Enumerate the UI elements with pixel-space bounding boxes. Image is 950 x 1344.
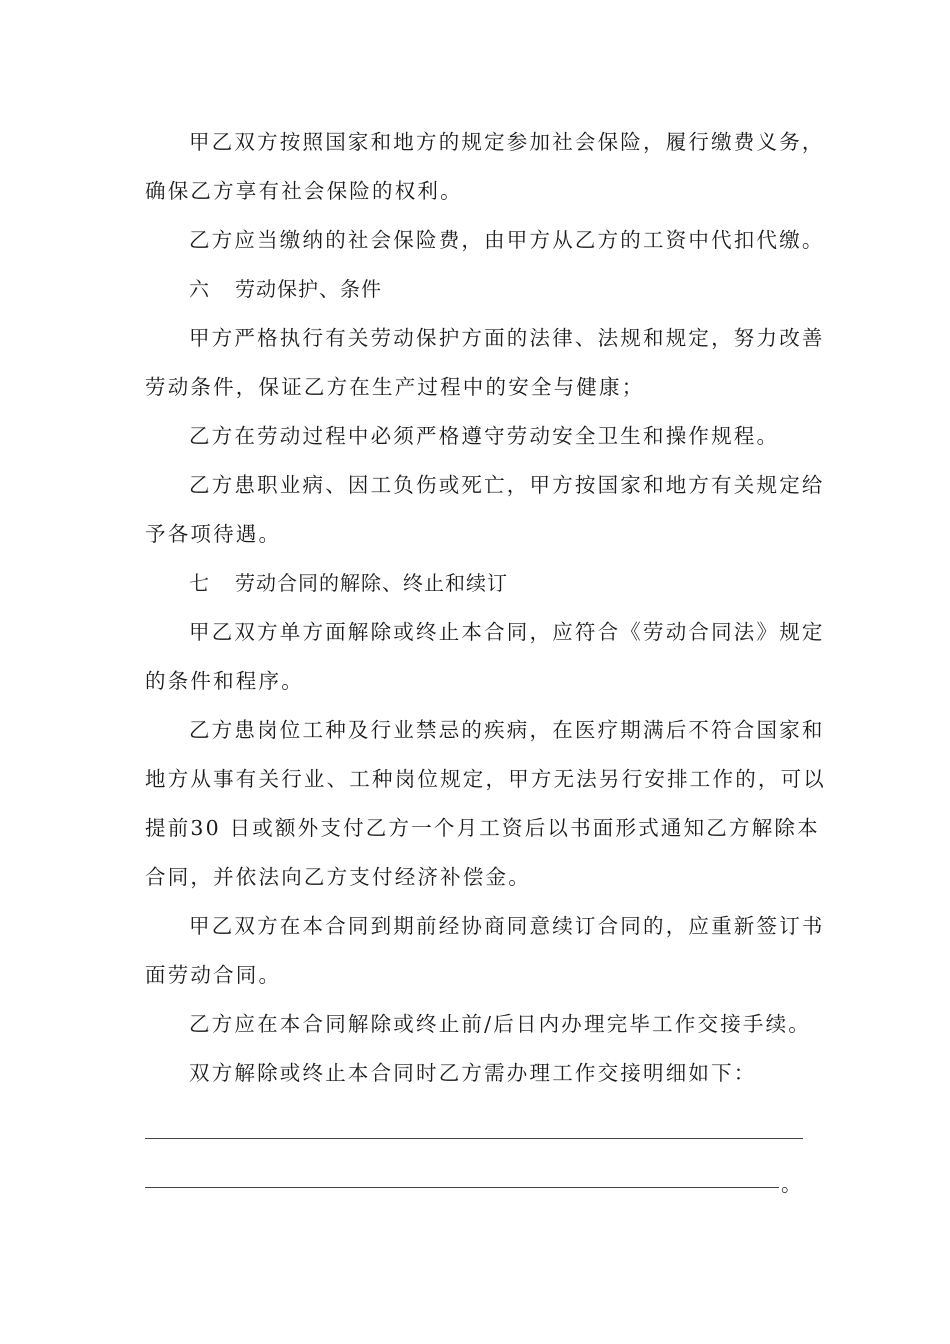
- paragraph-occupational-disease-termination: [145, 706, 826, 902]
- paragraph-handover-deadline: [145, 1000, 812, 1049]
- section-number: 六: [189, 277, 210, 301]
- text-line: 乙方应当缴纳的社会保险费，由甲方从乙方的工资中代扣代缴。: [189, 228, 825, 252]
- text-line: 提前30 日或额外支付乙方一个月工资后以书面形式通知乙方解除本: [145, 816, 820, 840]
- text-line: 乙方患职业病、因工负伤或死亡，甲方按国家和地方有关规定给: [189, 473, 825, 497]
- section-heading-6: [145, 265, 807, 314]
- fill-in-underline: [145, 1138, 803, 1139]
- end-period: 。: [781, 1172, 804, 1196]
- text-line: 甲乙双方按照国家和地方的规定参加社会保险，履行缴费义务，: [189, 130, 825, 154]
- text-line: 的条件和程序。: [145, 669, 304, 693]
- text-line: 确保乙方享有社会保险的权利。: [145, 179, 463, 203]
- paragraph-social-insurance: [145, 118, 825, 216]
- handover-blank-line-2: [145, 1147, 807, 1196]
- text-line: 甲乙双方单方面解除或终止本合同，应符合《劳动合同法》规定: [189, 620, 825, 644]
- text-line: 甲乙双方在本合同到期前经协商同意续订合同的，应重新签订书: [189, 914, 825, 938]
- section-title: 劳动保护、条件: [235, 277, 382, 301]
- document-body: [145, 118, 826, 1196]
- text-line: 乙方患岗位工种及行业禁忌的疾病，在医疗期满后不符合国家和: [189, 718, 825, 742]
- text-line: 甲方严格执行有关劳动保护方面的法律、法规和规定，努力改善: [189, 326, 825, 350]
- text-line: 予各项待遇。: [145, 522, 282, 546]
- text-line: 乙方应在本合同解除或终止前/后日内办理完毕工作交接手续。: [189, 1012, 812, 1036]
- paragraph-safety-rules: [145, 412, 807, 461]
- text-line: 双方解除或终止本合同时乙方需办理工作交接明细如下：: [189, 1061, 757, 1085]
- paragraph-insurance-fee: [145, 216, 825, 265]
- handover-blank-line-1: [145, 1098, 807, 1147]
- text-line: 劳动条件，保证乙方在生产过程中的安全与健康；: [145, 375, 645, 399]
- section-title: 劳动合同的解除、终止和续订: [235, 571, 508, 595]
- paragraph-handover-details: [145, 1049, 807, 1098]
- text-line: 乙方在劳动过程中必须严格遵守劳动安全卫生和操作规程。: [189, 424, 780, 448]
- section-heading-7: [145, 559, 807, 608]
- paragraph-unilateral-termination: [145, 608, 825, 706]
- text-line: 地方从事有关行业、工种岗位规定，甲方无法另行安排工作的，可以: [145, 767, 826, 791]
- paragraph-occupational-injury: [145, 461, 825, 559]
- paragraph-labor-protection: [145, 314, 825, 412]
- paragraph-contract-renewal: [145, 902, 825, 1000]
- fill-in-underline: [145, 1187, 779, 1188]
- text-line: 合同，并依法向乙方支付经济补偿金。: [145, 865, 531, 889]
- text-line: 面劳动合同。: [145, 963, 282, 987]
- section-number: 七: [189, 571, 210, 595]
